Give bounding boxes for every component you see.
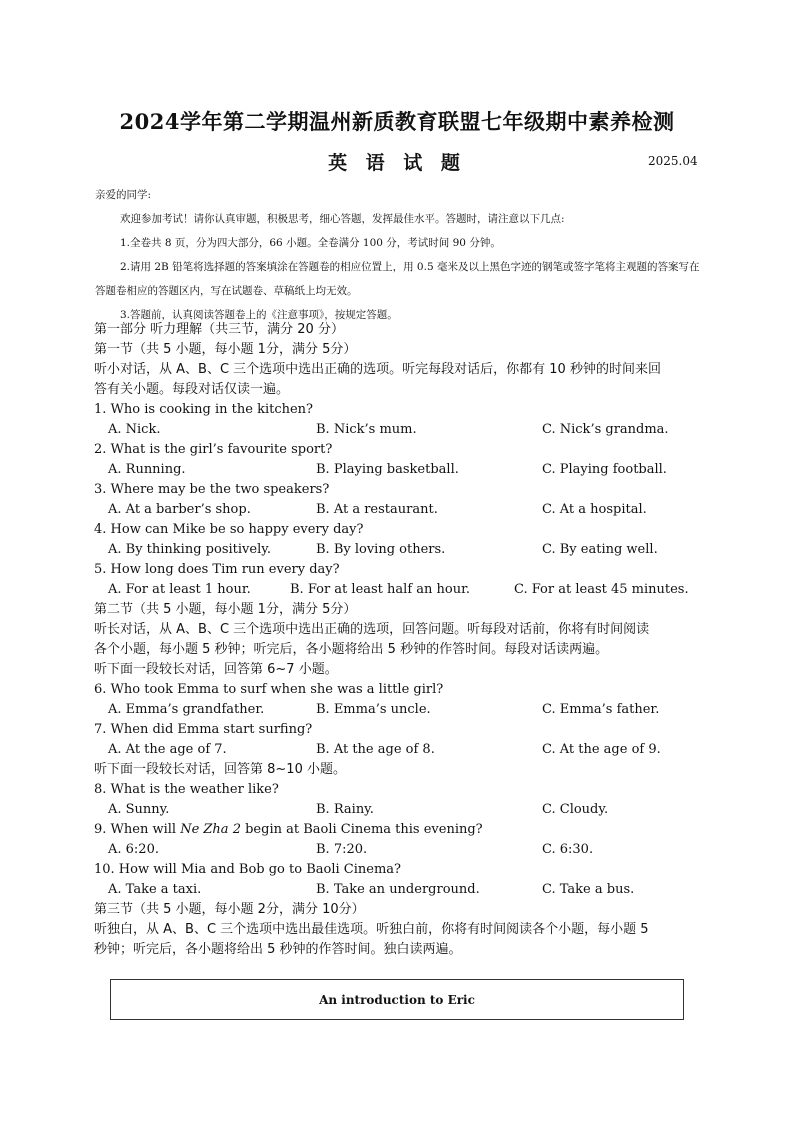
passage-title-box: An introduction to Eric [110,979,684,1020]
question-8: 8. What is the weather like? [94,782,279,797]
notice-greeting: 亲爱的同学: [95,189,152,201]
question-5: 5. How long does Tim run every day? [94,562,340,577]
section2-instruction-2: 各个小题，每小题 5 秒钟；听完后，各小题将给出 5 秒钟的作答时间。每段对话读两遍。 [94,642,609,657]
exam-date: 2025.04 [648,154,698,168]
option-b: B. At the age of 8. [316,742,435,757]
option-a: A. 6:20. [108,842,159,857]
option-c: C. At the age of 9. [542,742,661,757]
option-b: B. Emma’s uncle. [316,702,431,717]
notice-item-2: 2.请用 2B 铅笔将选择题的答案填涂在答题卷的相应位置上，用 0.5 毫米及以上黑色字迹的钢笔或签字笔将主观题的答案写在答题卷相应的答题区内，写在试题卷、草稿纸上均无效。 [95,261,700,297]
notice-item-1: 1.全卷共 8 页，分为四大部分，66 小题。全卷满分 100 分，考试时间 90 分钟。 [120,237,501,249]
section1-instruction-1: 听小对话，从 A、B、C 三个选项中选出正确的选项。听完每段对话后，你都有 10 秒钟的时间来回 [94,362,661,377]
section3-instruction-1: 听独白，从 A、B、C 三个选项中选出最佳选项。听独白前，你将有时间阅读各个小题，每小题 5 [94,922,649,937]
option-a: A. At a barber’s shop. [108,502,251,517]
question-4-options [94,540,706,560]
question-9-stem-start: 9. When will [94,822,181,837]
section3-instruction-2: 秒钟；听完后，各小题将给出 5 秒钟的作答时间。独白读两遍。 [94,942,462,957]
question-8-options [94,800,706,820]
exam-title: 2024学年第二学期温州新质教育联盟七年级期中素养检测 [119,109,675,134]
section2-lead-2: 听下面一段较长对话，回答第 8~10 小题。 [94,762,346,777]
section2-lead-1: 听下面一段较长对话，回答第 6~7 小题。 [94,662,338,677]
question-1-options [94,420,706,440]
option-c: C. Nick’s grandma. [542,422,669,437]
section2-heading: 第二节（共 5 小题，每小题 1分，满分 5分） [94,602,357,617]
question-7-options [94,740,706,760]
movie-title: Ne Zha 2 [180,822,241,837]
question-3: 3. Where may be the two speakers? [94,482,330,497]
question-10: 10. How will Mia and Bob go to Baoli Cinema? [94,862,401,877]
option-b: B. 7:20. [316,842,368,857]
question-6: 6. Who took Emma to surf when she was a little girl? [94,682,444,697]
option-c: C. At a hospital. [542,502,647,517]
option-c: C. 6:30. [542,842,594,857]
option-a: A. Sunny. [108,802,170,817]
section2-instruction-1: 听长对话，从 A、B、C 三个选项中选出正确的选项，回答问题。听每段对话前，你将有时间阅读 [94,622,650,637]
option-c: C. Emma’s father. [542,702,660,717]
listening-section [94,320,706,960]
section1-instruction-2: 答有关小题。每段对话仅读一遍。 [94,382,290,397]
option-a: A. Take a taxi. [108,882,202,897]
notice-item-3: 3.答题前，认真阅读答题卷上的《注意事项》，按规定答题。 [120,309,398,321]
question-5-options [94,580,706,600]
section1-heading: 第一节（共 5 小题，每小题 1分，满分 5分） [94,342,357,357]
option-b: B. Rainy. [316,802,374,817]
question-10-options [94,880,706,900]
option-b: B. Take an underground. [316,882,480,897]
option-a: A. Running. [108,462,186,477]
question-6-options [94,700,706,720]
option-c: C. Playing football. [542,462,667,477]
question-1: 1. Who is cooking in the kitchen? [94,402,314,417]
question-2-options [94,460,706,480]
option-a: A. By thinking positively. [108,542,271,557]
option-b: B. By loving others. [316,542,446,557]
question-9-stem-end: begin at Baoli Cinema this evening? [240,822,483,837]
option-a: A. At the age of 7. [108,742,227,757]
option-c: C. Cloudy. [542,802,609,817]
exam-subtitle: 英 语 试 题 [328,152,466,174]
option-b: B. Playing basketball. [316,462,459,477]
question-2: 2. What is the girl’s favourite sport? [94,442,333,457]
option-b: B. Nick’s mum. [316,422,417,437]
option-c: C. By eating well. [542,542,658,557]
section3-heading: 第三节（共 5 小题，每小题 2分，满分 10分） [94,902,365,917]
option-b: B. At a restaurant. [316,502,438,517]
option-c: C. Take a bus. [542,882,635,897]
option-a: A. Nick. [108,422,161,437]
question-7: 7. When did Emma start surfing? [94,722,313,737]
question-4: 4. How can Mike be so happy every day? [94,522,364,537]
option-a: A. Emma’s grandfather. [108,702,265,717]
option-b: B. For at least half an hour. [290,582,471,597]
part1-heading: 第一部分 听力理解（共三节，满分 20 分） [94,322,344,337]
option-c: C. For at least 45 minutes. [514,582,689,597]
question-9 [94,820,706,840]
option-a: A. For at least 1 hour. [108,582,251,597]
question-9-options [94,840,706,860]
notice-intro: 欢迎参加考试！请你认真审题，积极思考，细心答题，发挥最佳水平。答题时，请注意以下几点: [120,213,565,225]
exam-notice [95,183,700,327]
question-3-options [94,500,706,520]
